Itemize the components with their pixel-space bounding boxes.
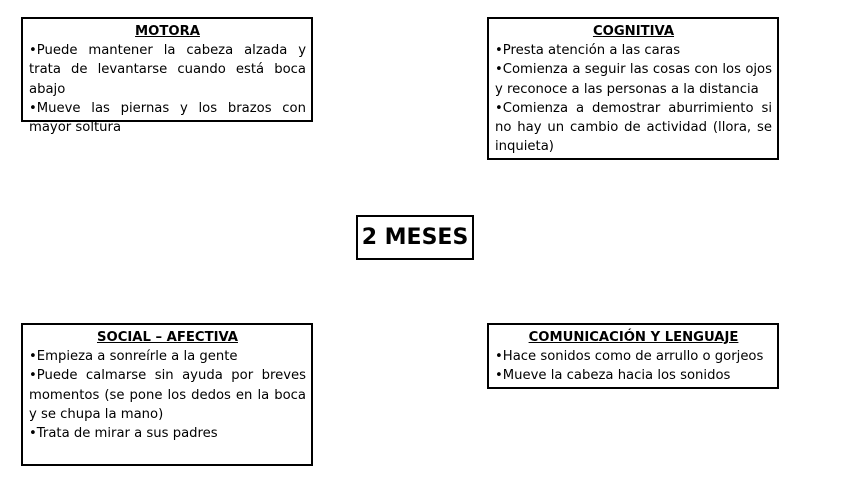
social-afectiva-box xyxy=(21,323,313,466)
comunicacion-lenguaje-list xyxy=(495,347,772,385)
social-afectiva-title: SOCIAL – AFECTIVA xyxy=(97,330,238,345)
center-label-box xyxy=(356,215,474,260)
cognitiva-list xyxy=(495,41,772,156)
motora-title: MOTORA xyxy=(135,24,200,39)
cognitiva-box xyxy=(487,17,779,160)
social-afectiva-item: • Trata de mirar a sus padres xyxy=(29,424,306,443)
cognitiva-title: COGNITIVA xyxy=(592,24,675,39)
social-afectiva-item: • Empieza a sonreírle a la gente xyxy=(29,347,306,366)
cognitiva-item: • Comienza a seguir las cosas con los ojos y reconoce a las personas a la distancia xyxy=(495,60,772,98)
motora-item: • Mueve las piernas y los brazos con mayor soltura xyxy=(29,99,306,137)
motora-box xyxy=(21,17,313,136)
cognitiva-item: • Comienza a demostrar aburrimiento si no hay un cambio de actividad (llora, se inquieta) xyxy=(495,99,772,157)
comunicacion-lenguaje-item: • Mueve la cabeza hacia los sonidos xyxy=(495,366,772,385)
motora-item: • Puede mantener la cabeza alzada y trata de levantarse cuando está boca abajo xyxy=(29,41,306,99)
comunicacion-lenguaje-box xyxy=(487,323,779,389)
social-afectiva-item: • Puede calmarse sin ayuda por breves momentos (se pone los dedos en la boca y se chupa la mano) xyxy=(29,366,306,424)
comunicacion-lenguaje-title: COMUNICACIÓN Y LENGUAJE xyxy=(528,330,739,345)
comunicacion-lenguaje-item: • Hace sonidos como de arrullo o gorjeos xyxy=(495,347,772,366)
motora-list xyxy=(29,41,306,137)
social-afectiva-list xyxy=(29,347,306,443)
cognitiva-item: • Presta atención a las caras xyxy=(495,41,772,60)
center-label: 2 MESES xyxy=(361,225,469,250)
